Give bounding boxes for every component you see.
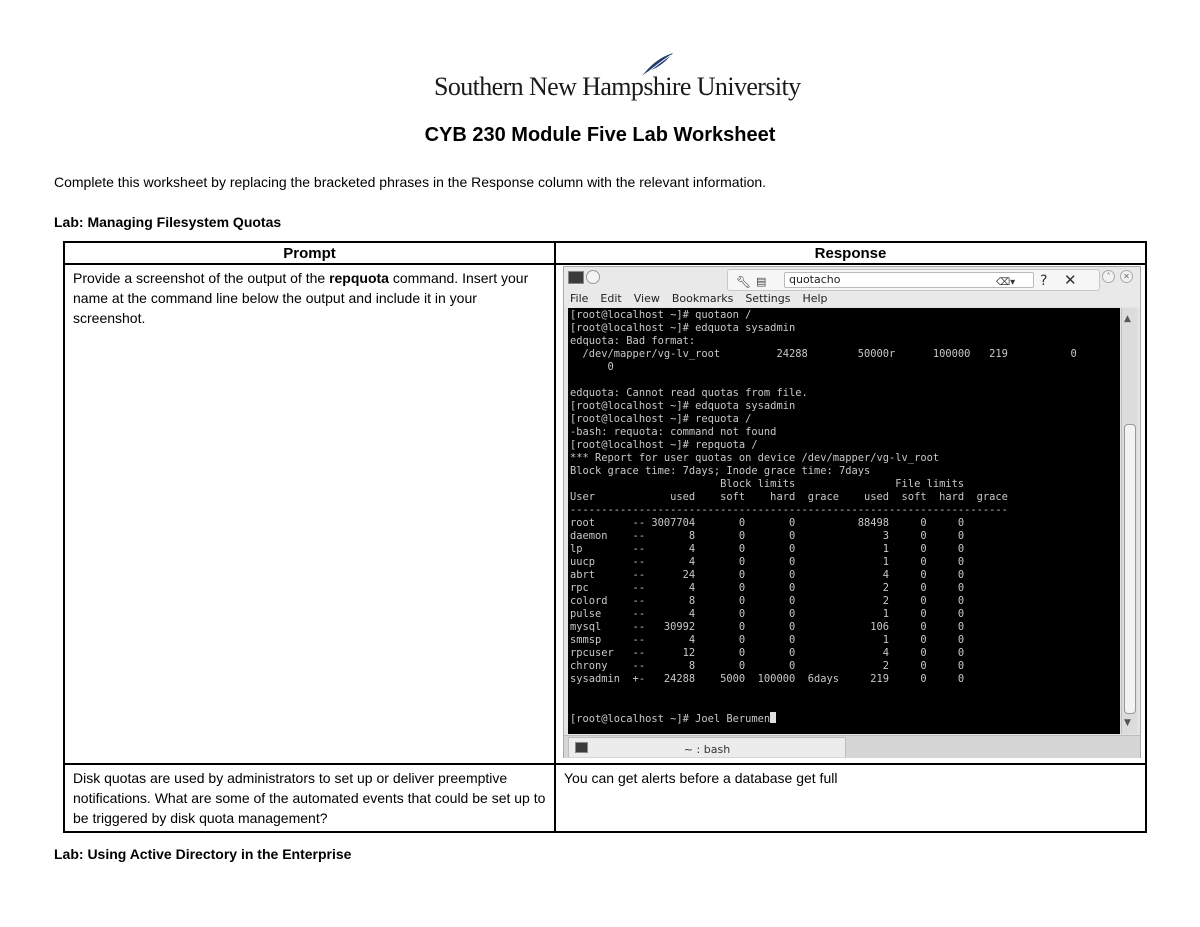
menu-settings[interactable]: Settings [745,292,791,305]
help-icon[interactable]: ? [1040,273,1048,289]
prompt-text-continued: command. Insert your name at the command line below the output and include it in your screenshot. [73,270,529,326]
menu-view[interactable]: View [633,292,660,305]
scroll-down-icon[interactable]: ▼ [1124,718,1131,728]
terminal-tab[interactable] [568,737,846,757]
close-window-icon[interactable]: ✕ [1120,270,1133,283]
prompt-header: Prompt [64,242,555,264]
menu-help[interactable]: Help [802,292,828,305]
lab1-table [63,241,1147,833]
terminal-output [568,308,1120,727]
prompt-cell: Disk quotas are used by administrators to set up or deliver preemptive notifications. What are some of the automated events that could be set up to be triggered by disk quota management? [64,764,555,832]
lab1-heading: Lab: Managing Filesystem Quotas [54,214,282,230]
terminal-tab-label: ~ : bash [683,743,731,756]
terminal-app-icon [568,271,584,284]
clear-find-icon[interactable]: ⌫▾ [996,277,1016,288]
terminal-cursor [770,712,776,723]
terminal-screenshot [563,266,1141,758]
menu-edit[interactable]: Edit [600,292,622,305]
terminal-menubar [570,289,840,309]
window-menu-button[interactable] [586,270,600,284]
find-icon: ▤ [756,275,767,288]
document-title: CYB 230 Module Five Lab Worksheet [424,124,776,146]
prompt-command: repquota [329,270,389,286]
table-row [64,764,1146,832]
menu-file[interactable]: File [570,292,589,305]
terminal-scrollbar[interactable] [1121,308,1137,734]
prompt-text: Provide a screenshot of the output of the [73,270,330,286]
terminal-output-text: [root@localhost ~]# quotaon / [root@localhost ~]# edquota sysadmin edquota: Bad format: /dev/mapper/vg-lv_root 24288 50000r 100000 219 0 0 edquota: Cannot read quotas from file. [root@localhost ~]# edquota sysadmin [root@localhost ~]# requota / -bash: requota: command not found [root@localhost ~]# repquota / *** Report for user quotas on device /dev/mapper/vg-lv_root Block grace time: 7days; Inode grace time: 7days Block limits File limits User used soft hard grace used soft hard grace ---------------------------------------------------------------------- root -- 3007704 0 0 88498 0 0 daemon -- 8 0 0 3 0 0 lp -- 4 0 0 1 0 0 uucp -- 4 0 0 1 0 0 abrt -- 24 0 0 4 0 0 rpc -- 4 0 0 2 0 0 colord -- 8 0 0 2 0 0 pulse -- 4 0 0 1 0 0 mysql -- 30992 0 0 106 0 0 smmsp -- 4 0 0 1 0 0 rpcuser -- 12 0 0 4 0 0 chrony -- 8 0 0 2 0 0 sysadmin +- 24288 5000 100000 6days 219 0 0 [570,309,1077,685]
minimize-icon[interactable]: ˄ [1102,270,1115,283]
snhu-logo [434,52,801,104]
find-input[interactable]: quotacho [784,272,1034,288]
table-row [64,264,1146,764]
close-find-icon[interactable]: ✕ [1064,271,1077,289]
logo-wordmark: Southern New Hampshire University [434,72,801,101]
instructions: Complete this worksheet by replacing the bracketed phrases in the Response column with the relevant information. [54,174,767,190]
response-cell [555,264,1146,764]
menu-bookmarks[interactable]: Bookmarks [671,292,734,305]
response-header: Response [555,242,1146,264]
terminal-screen[interactable] [568,308,1120,734]
find-toolbar [727,269,1100,291]
lab2-heading: Lab: Using Active Directory in the Enterprise [54,846,352,862]
scroll-up-icon[interactable]: ▲ [1124,314,1131,324]
terminal-tabbar [564,735,1140,758]
terminal-prompt-line: [root@localhost ~]# Joel Berumen [570,713,771,725]
table-header-row [64,242,1146,264]
terminal-titlebar [564,267,1140,307]
scrollbar-thumb[interactable] [1124,424,1136,714]
response-cell: You can get alerts before a database get full [555,764,1146,832]
prompt-cell [64,264,555,764]
wrench-icon[interactable]: 🔧︎ [736,275,752,289]
